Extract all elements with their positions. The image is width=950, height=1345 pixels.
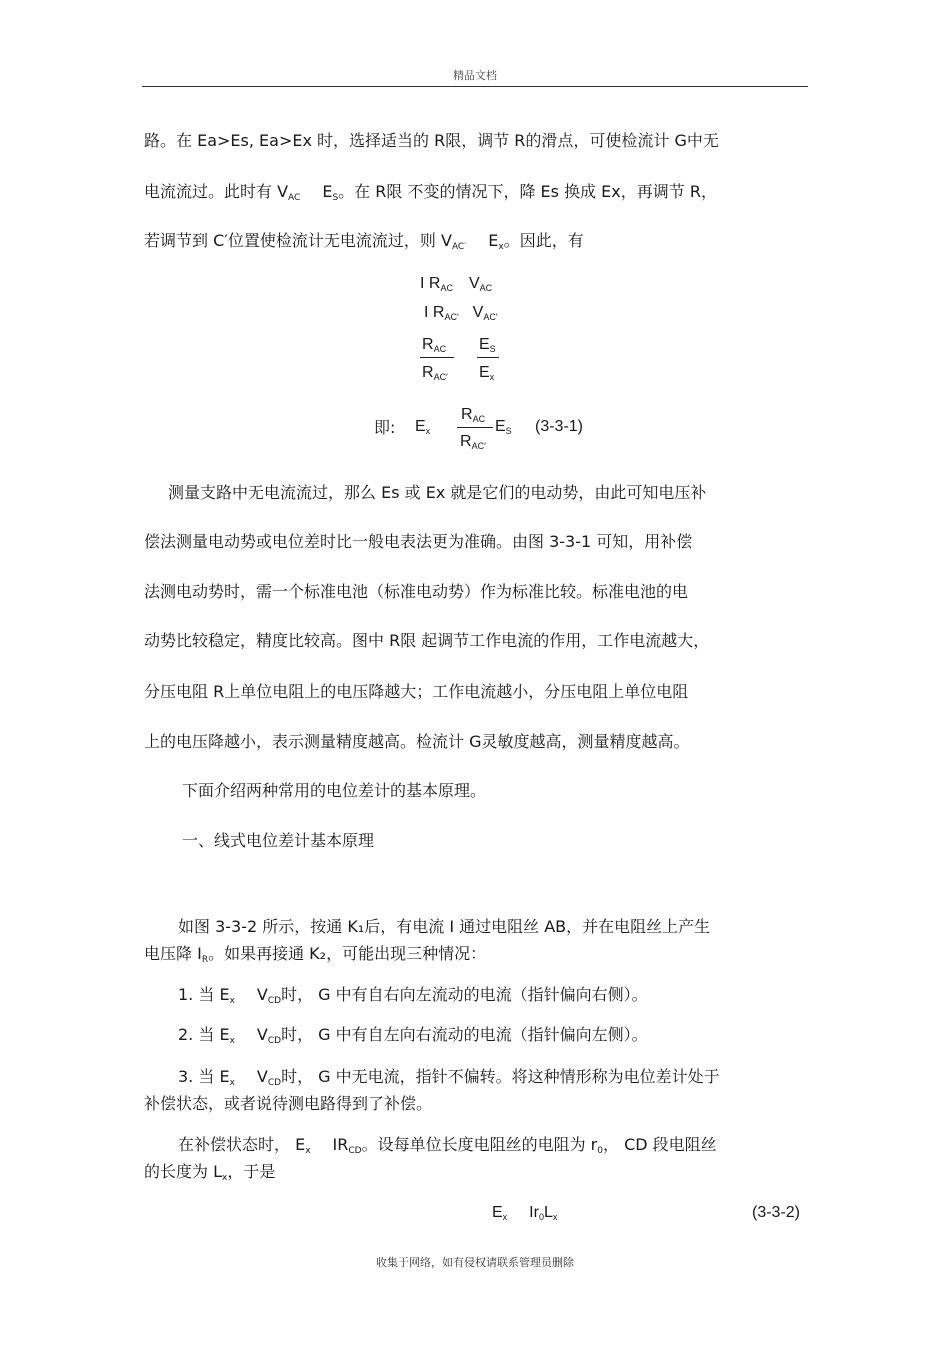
para2-line6: 上的电压降越小，表示测量精度越高。检流计 G灵敏度越高，测量精度越高。	[144, 732, 690, 751]
frac2-num: $E_S$	[479, 336, 496, 354]
para2-line4: 动势比较稳定，精度比较高。图中 R限 起调节工作电流的作用，工作电流越大，	[144, 631, 710, 650]
eq-number-3-3-1: (3-3-1)	[535, 418, 584, 435]
case-3-continued: 补偿状态，或者说待测电路得到了补偿。	[144, 1094, 433, 1113]
para1-line1: 路。在 Ea>Es, Ea>Ex 时，选择适当的 R限，调节 R的滑点，可使检流计 G中无	[144, 131, 719, 150]
eq-row1: I $R_{AC}$ $V_{AC}$	[420, 275, 493, 293]
frac3-den: $R_{AC'}$	[460, 433, 486, 451]
para5-line2: 的长度为 $L_x$，于是	[144, 1162, 276, 1183]
para1-line3: 若调节到 C′位置使检流计无电流流过，则 $V_{AC'}$ $E_x$。因此，有	[144, 231, 584, 252]
para1-line2: 电流流过。此时有 $V_{AC}$ $E_S$。在 R限 不变的情况下，降 Es 换成 Ex，再调节 R，	[144, 182, 717, 203]
case-3: 3. 当 $E_x$ $V_{CD}$时， G 中无电流，指针不偏转。将这种情形称为电位差计处于	[178, 1067, 720, 1088]
eq-row2: I $R_{AC'}$ $V_{AC'}$	[424, 304, 498, 322]
eq-ex: $E_x$	[415, 418, 431, 436]
para4-line1: 如图 3-3-2 所示，按通 K₁后，有电流 I 通过电阻丝 AB，并在电阻丝上产生	[178, 917, 711, 936]
page-header: 精品文档	[453, 69, 497, 82]
case-1: 1. 当 $E_x$ $V_{CD}$时， G 中有自右向左流动的电流（指针偏向右侧）。	[178, 985, 648, 1006]
para4-line2: 电压降 $I_R$。如果再接通 K₂，可能出现三种情况：	[144, 944, 487, 965]
case-2: 2. 当 $E_x$ $V_{CD}$时， G 中有自左向右流动的电流（指针偏向左侧）。	[178, 1025, 648, 1046]
frac3-line	[457, 427, 493, 428]
page-footer: 收集于网络，如有侵权请联系管理员删除	[376, 1256, 574, 1269]
para3: 下面介绍两种常用的电位差计的基本原理。	[182, 781, 487, 800]
header-rule	[142, 86, 808, 87]
para2-line5: 分压电阻 R上单位电阻上的电压降越大；工作电流越小，分压电阻上单位电阻	[144, 682, 689, 701]
eq2-body: $E_x$ $Ir_0L_x$	[492, 1204, 558, 1222]
para2-line3: 法测电动势时，需一个标准电池（标准电动势）作为标准比较。标准电池的电	[144, 582, 689, 601]
eq-es: $E_S$	[495, 418, 512, 436]
eq-ji-label: 即:	[374, 418, 396, 437]
para2-line2: 偿法测量电动势或电位差时比一般电表法更为准确。由图 3-3-1 可知，用补偿	[144, 532, 693, 551]
frac2-line	[477, 357, 499, 358]
frac1-line	[420, 357, 454, 358]
para5-line1: 在补偿状态时， $E_x$ $IR_{CD}$。设每单位长度电阻丝的电阻为 $r_0$， CD 段电阻丝	[178, 1135, 717, 1156]
section-heading-1: 一、线式电位差计基本原理	[182, 831, 375, 850]
frac1-den: $R_{AC'}$	[422, 364, 448, 382]
frac3-num: $R_{AC}$	[461, 406, 486, 424]
frac1-num: $R_{AC}$	[422, 336, 447, 354]
eq-number-3-3-2: (3-3-2)	[752, 1204, 801, 1221]
frac2-den: $E_x$	[479, 364, 495, 382]
para2-line1: 测量支路中无电流流过，那么 Es 或 Ex 就是它们的电动势，由此可知电压补	[168, 483, 707, 502]
